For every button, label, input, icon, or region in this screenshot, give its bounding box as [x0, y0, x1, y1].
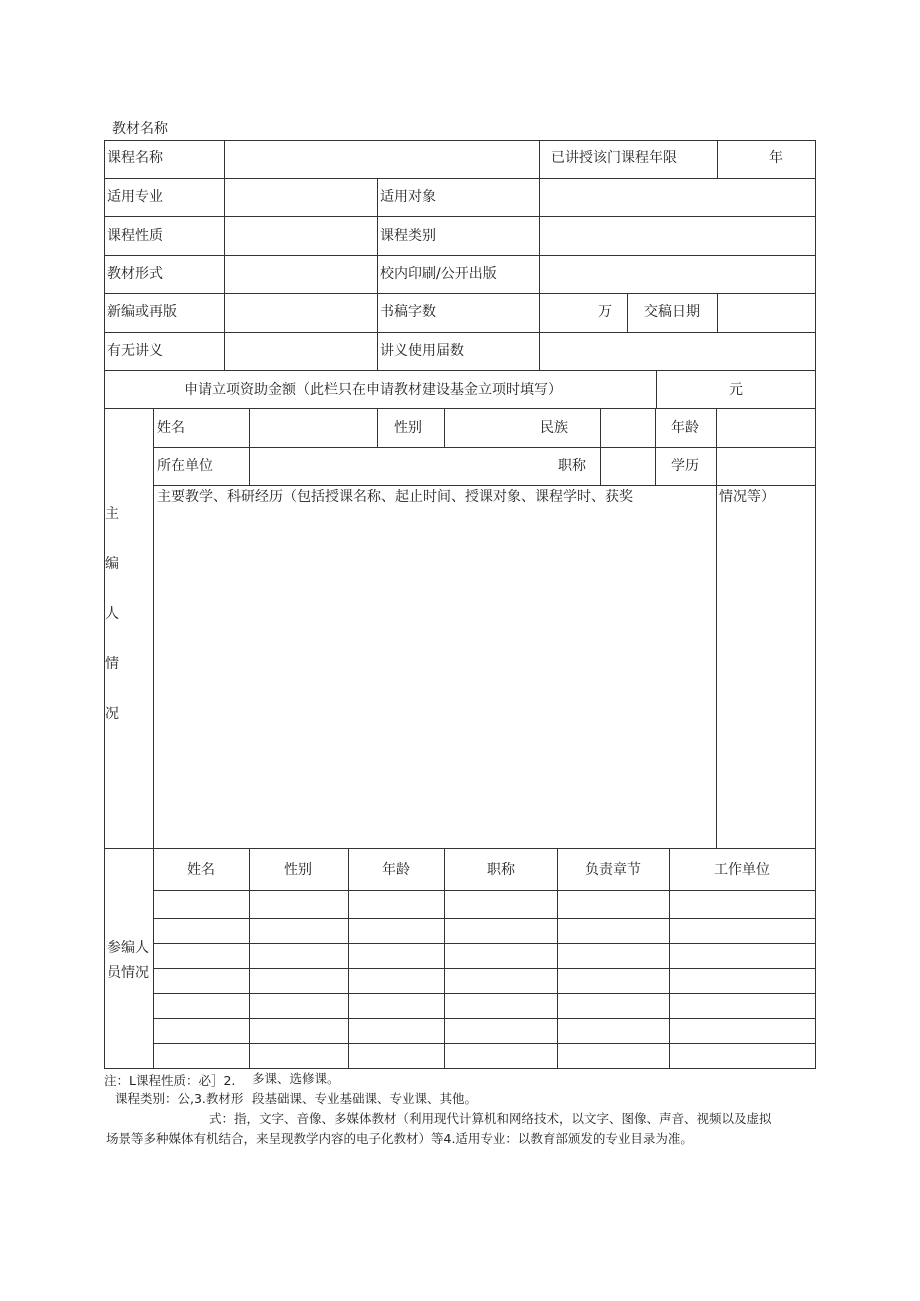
p-rule-3 [153, 943, 815, 944]
label-chief-gender: 性别 [394, 420, 422, 436]
participants-label-1: 参编人 [107, 940, 149, 956]
label-deadline: 交稿日期 [644, 304, 700, 320]
border-left [104, 140, 105, 1069]
label-edition: 新编或再版 [107, 304, 177, 320]
rule-7 [104, 408, 816, 409]
border-right [815, 140, 816, 1069]
col-f [656, 370, 657, 408]
p-rule-7 [153, 1043, 815, 1044]
p-rule-1 [153, 890, 815, 891]
border-bottom [104, 1068, 816, 1069]
p-col-4 [557, 848, 558, 1068]
label-chief-experience-end: 情况等） [719, 489, 775, 505]
rule-2 [104, 216, 816, 217]
participants-label-2: 员情况 [107, 965, 149, 981]
p-rule-2 [153, 918, 815, 919]
label-major: 适用专业 [107, 189, 163, 205]
label-yuan: 元 [729, 382, 743, 398]
note-4: 场景等多种媒体有机结合，来呈现教学内容的电子化教材）等4.适用专业：以教育部颁发的专业目录为准。 [106, 1131, 693, 1146]
col-c1 [717, 140, 718, 178]
label-wordcount: 书稿字数 [380, 304, 436, 320]
chief-char-4: 情 [105, 656, 119, 672]
rule-6 [104, 370, 816, 371]
participants-header-chapter: 负责章节 [585, 862, 641, 878]
p-col-5 [669, 848, 670, 1068]
participants-header-unit: 工作单位 [714, 862, 770, 878]
col-b1 [539, 140, 540, 178]
label-chief-title: 职称 [558, 458, 586, 474]
col-h [377, 408, 378, 447]
chief-char-5: 况 [105, 706, 119, 722]
p-rule-4 [153, 968, 815, 969]
rule-5 [104, 332, 816, 333]
label-year-unit: 年 [769, 150, 783, 166]
label-target: 适用对象 [380, 189, 436, 205]
label-publish: 校内印刷/公开出版 [380, 266, 497, 282]
rule-4 [104, 293, 816, 294]
label-funding: 申请立项资助金额（此栏只在申请教材建设基金立项时填写） [184, 382, 562, 398]
p-col-2 [348, 848, 349, 1068]
label-chief-name: 姓名 [157, 420, 185, 436]
label-form: 教材形式 [107, 266, 163, 282]
participants-header-title: 职称 [487, 862, 515, 878]
col-a [224, 140, 225, 370]
p-col-1 [249, 848, 250, 1068]
col-l [716, 408, 717, 848]
form-title: 教材名称 [112, 121, 168, 137]
rule-1 [104, 178, 816, 179]
participants-header-age: 年龄 [382, 862, 410, 878]
label-nature: 课程性质 [107, 228, 163, 244]
label-chief-ethnicity: 民族 [540, 420, 568, 436]
note-2b: 段基础课、专业基础课、专业课、其他。 [252, 1091, 478, 1106]
participants-header-gender: 性别 [284, 862, 312, 878]
col-e [627, 293, 628, 332]
label-taught-years: 已讲授该门课程年限 [551, 150, 677, 166]
note-1b: 多课、选修课。 [252, 1071, 340, 1086]
label-handout-uses: 讲义使用届数 [380, 343, 464, 359]
label-chief-education: 学历 [671, 458, 699, 474]
col-k [655, 408, 656, 485]
col-section [153, 408, 154, 1068]
note-2a: 课程类别：公,3.教材形 [115, 1091, 244, 1106]
label-chief-experience: 主要教学、科研经历（包括授课名称、起止时间、授课对象、课程学时、获奖 [157, 489, 633, 505]
rule-3 [104, 255, 816, 256]
p-col-3 [444, 848, 445, 1068]
rule-10 [104, 848, 816, 849]
note-1a: 注：L课程性质：必］2. [104, 1073, 236, 1088]
label-chief-unit: 所在单位 [157, 458, 213, 474]
col-g [249, 408, 250, 485]
note-3: 式：指，文字、音像、多媒体教材（利用现代计算机和网络技术，以文字、图像、声音、视频以及虚拟 [209, 1111, 772, 1126]
p-rule-6 [153, 1018, 815, 1019]
col-d [377, 178, 378, 370]
chief-char-1: 主 [105, 506, 119, 522]
border-top [104, 140, 816, 141]
label-course-name: 课程名称 [107, 150, 163, 166]
label-handout: 有无讲义 [107, 343, 163, 359]
col-i [444, 408, 445, 447]
col-c2 [717, 293, 718, 332]
p-rule-5 [153, 993, 815, 994]
label-category: 课程类别 [380, 228, 436, 244]
participants-header-name: 姓名 [187, 862, 215, 878]
chief-char-2: 编 [105, 556, 119, 572]
chief-char-3: 人 [105, 606, 119, 622]
label-chief-age: 年龄 [671, 420, 699, 436]
col-j [600, 408, 601, 485]
label-wan: 万 [598, 304, 612, 320]
col-b2 [539, 178, 540, 370]
